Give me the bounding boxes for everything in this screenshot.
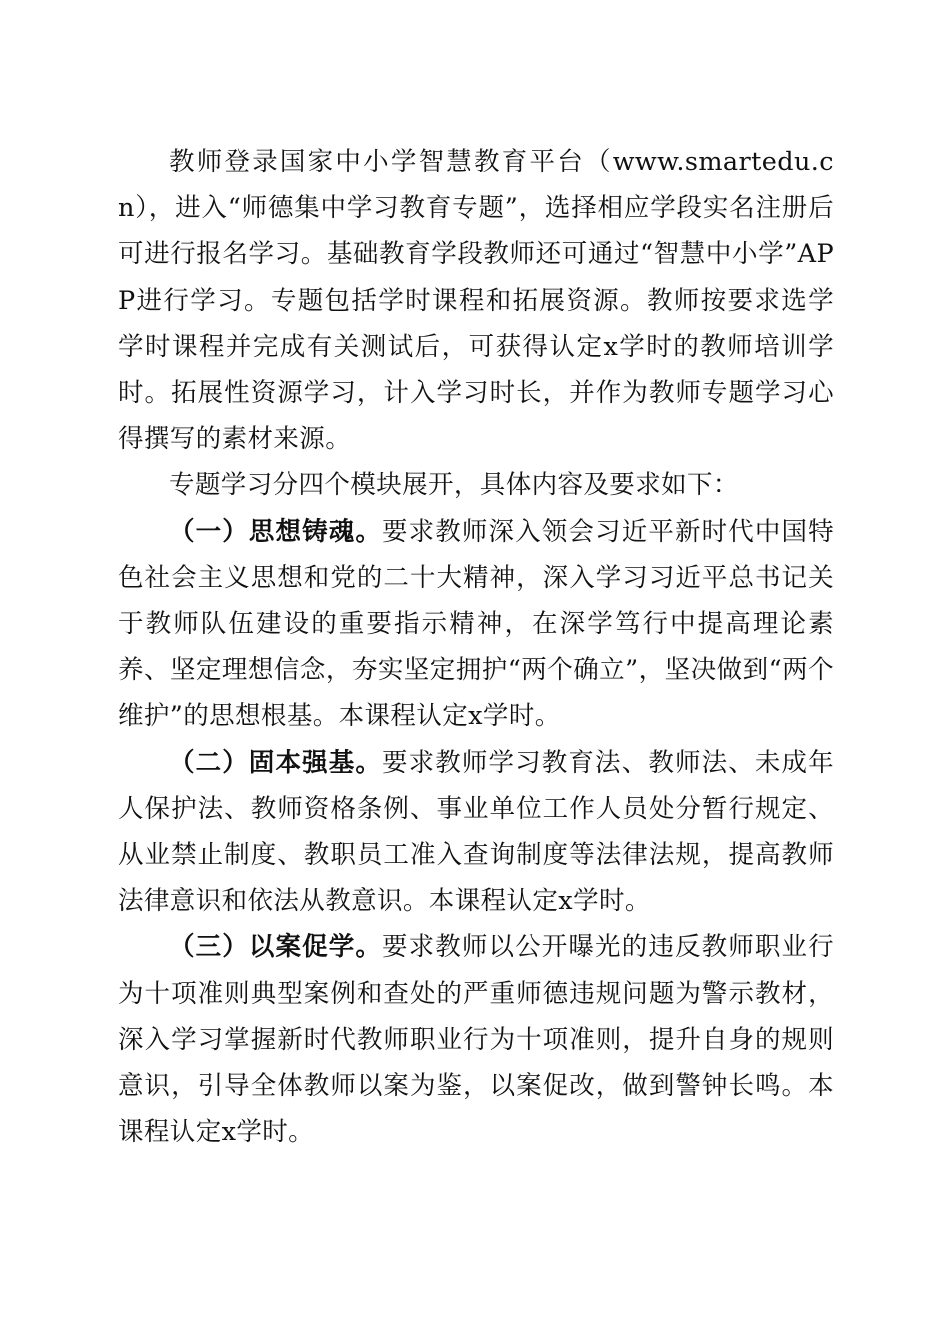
paragraph-module-1 (118, 509, 834, 740)
paragraph-text: 专题学习分四个模块展开，具体内容及要求如下： (169, 470, 739, 501)
paragraph-text: 教师登录国家中小学智慧教育平台（www.smartedu.cn），进入“师德集中学习教育专题”，选择相应学段实名注册后可进行报名学习。基础教育学段教师还可通过“智慧中小学”APP进行学习。专题包括学时课程和拓展资源。教师按要求选学学时课程并完成有关测试后，可获得认定x学时的教师培训学时。拓展性资源学习，计入学习时长，并作为教师专题学习心得撰写的素材来源。 (118, 147, 834, 455)
module-heading: （一）思想铸魂。 (169, 516, 383, 547)
paragraph-text: 要求教师深入领会习近平新时代中国特色社会主义思想和党的二十大精神，深入学习习近平总书记关于教师队伍建设的重要指示精神，在深学笃行中提高理论素养、坚定理想信念，夯实坚定拥护“两个确立”，坚决做到“两个维护”的思想根基。本课程认定x学时。 (118, 516, 834, 732)
document-body (118, 139, 834, 1155)
paragraph-platform-intro (118, 139, 834, 462)
paragraph-text: 要求教师以公开曝光的违反教师职业行为十项准则典型案例和查处的严重师德违规问题为警示教材，深入学习掌握新时代教师职业行为十项准则，提升自身的规则意识，引导全体教师以案为鉴，以案促改，做到警钟长鸣。本课程认定x学时。 (118, 932, 834, 1148)
paragraph-module-2 (118, 740, 834, 925)
module-heading: （二）固本强基。 (169, 747, 383, 778)
paragraph-module-3 (118, 924, 834, 1155)
paragraph-text: 要求教师学习教育法、教师法、未成年人保护法、教师资格条例、事业单位工作人员处分暂行规定、从业禁止制度、教职员工准入查询制度等法律法规，提高教师法律意识和依法从教意识。本课程认定x学时。 (118, 747, 834, 917)
module-heading: （三）以案促学。 (169, 932, 383, 963)
paragraph-modules-intro (118, 462, 834, 508)
